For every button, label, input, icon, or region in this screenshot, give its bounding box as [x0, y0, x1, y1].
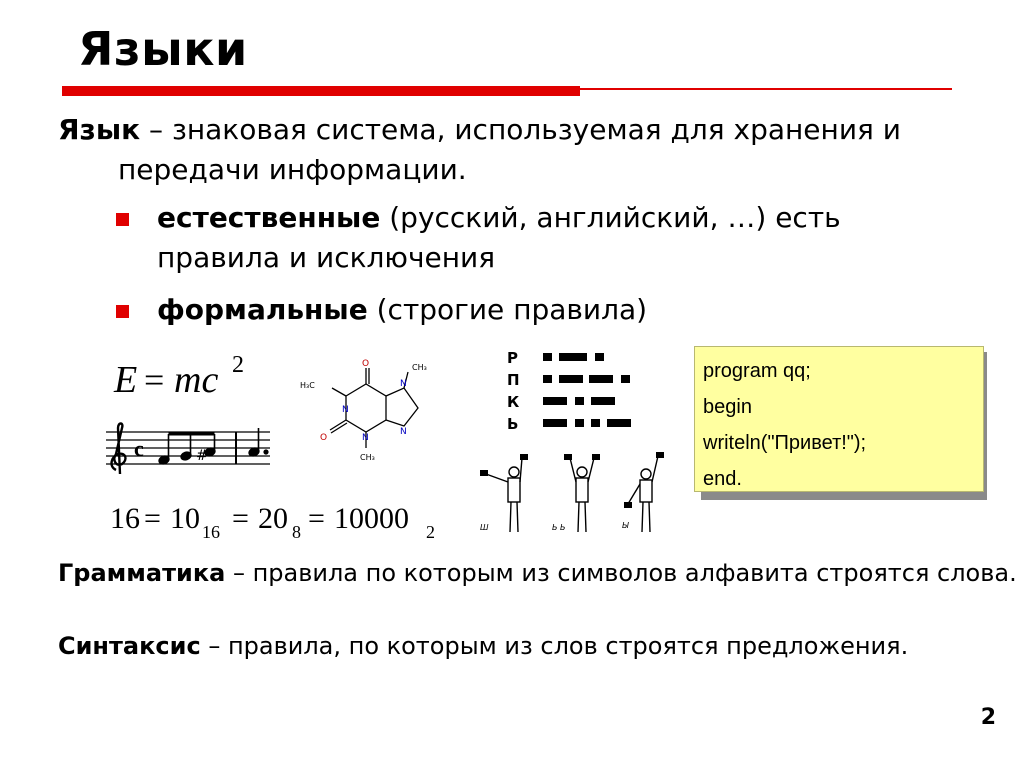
language-definition-text: – знаковая система, используемая для хранения и передачи информации.: [118, 113, 901, 186]
svg-text:=: =: [144, 502, 161, 535]
formula-emc-exp: 2: [232, 352, 244, 378]
code-line: end.: [703, 468, 742, 490]
formula-emc: [110, 348, 260, 404]
page-number: 2: [980, 705, 996, 730]
svg-text:c: c: [134, 436, 144, 461]
title-underline-accent: [62, 86, 580, 96]
mol-o-left: O: [320, 433, 328, 443]
svg-text:=: =: [232, 502, 249, 535]
morse-letter: П: [507, 371, 520, 389]
syntax-text: – правила, по которым из слов строятся предложения.: [200, 632, 909, 660]
morse-letter: Р: [507, 349, 518, 367]
semaphore-label: Ы: [622, 521, 629, 530]
language-term: Язык: [58, 113, 141, 146]
formula-emc-rhs: mc: [174, 359, 219, 401]
num-c: 20: [258, 502, 288, 535]
num-a: 16: [110, 502, 140, 535]
language-definition: [58, 110, 998, 190]
mol-ch3-top: CH₃: [412, 363, 427, 372]
formula-number-systems: [108, 498, 448, 544]
formal-text: (строгие правила): [367, 293, 648, 326]
syntax-term: Синтаксис: [58, 632, 201, 660]
mol-n3: N: [400, 379, 407, 389]
natural-text: (русский, английский, …) есть правила и исключения: [157, 201, 841, 274]
morse-letter: К: [507, 393, 520, 411]
semaphore-label: Ь Ь: [552, 523, 566, 532]
formal-term: формальные: [157, 293, 368, 326]
caffeine-molecule-icon: [296, 354, 446, 478]
mol-h3c: H₃C: [300, 381, 315, 390]
formula-emc-eq: =: [144, 360, 165, 400]
mol-n2: N: [362, 433, 369, 443]
morse-code-icon: [505, 348, 645, 438]
grammar-term: Грамматика: [58, 559, 226, 587]
grammar-text: – правила по которым из символов алфавита строятся слова.: [225, 559, 1017, 587]
formula-emc-lhs: E: [114, 359, 138, 401]
semaphore-signals-icon: [478, 452, 678, 536]
svg-text:=: =: [308, 502, 325, 535]
slide-title: Языки: [78, 22, 248, 76]
semaphore-label: Ш: [480, 523, 489, 532]
morse-letter: Ь: [507, 415, 519, 433]
natural-term: естественные: [157, 201, 381, 234]
code-line: begin: [703, 396, 752, 418]
mol-n4: N: [400, 427, 407, 437]
mol-n1: N: [342, 405, 349, 415]
bullet-formal-languages: [157, 290, 937, 330]
bullet-square-icon: [116, 305, 129, 318]
pascal-code-box: [694, 346, 984, 492]
num-d: 10000: [334, 502, 409, 535]
code-line: writeln("Привет!");: [703, 432, 867, 454]
bullet-natural-languages: [157, 198, 937, 278]
num-b-sub: 16: [202, 522, 220, 542]
bullet-square-icon: [116, 213, 129, 226]
mol-o-top: O: [362, 359, 370, 369]
music-notation-icon: [104, 420, 274, 475]
mol-ch3-bottom: CH₃: [360, 453, 375, 462]
grammar-definition: [58, 555, 1018, 591]
syntax-definition: [58, 628, 1018, 664]
code-line: program qq;: [703, 360, 811, 382]
svg-text:#: #: [196, 448, 208, 464]
num-c-sub: 8: [292, 522, 301, 542]
num-d-sub: 2: [426, 522, 435, 542]
num-b: 10: [170, 502, 200, 535]
